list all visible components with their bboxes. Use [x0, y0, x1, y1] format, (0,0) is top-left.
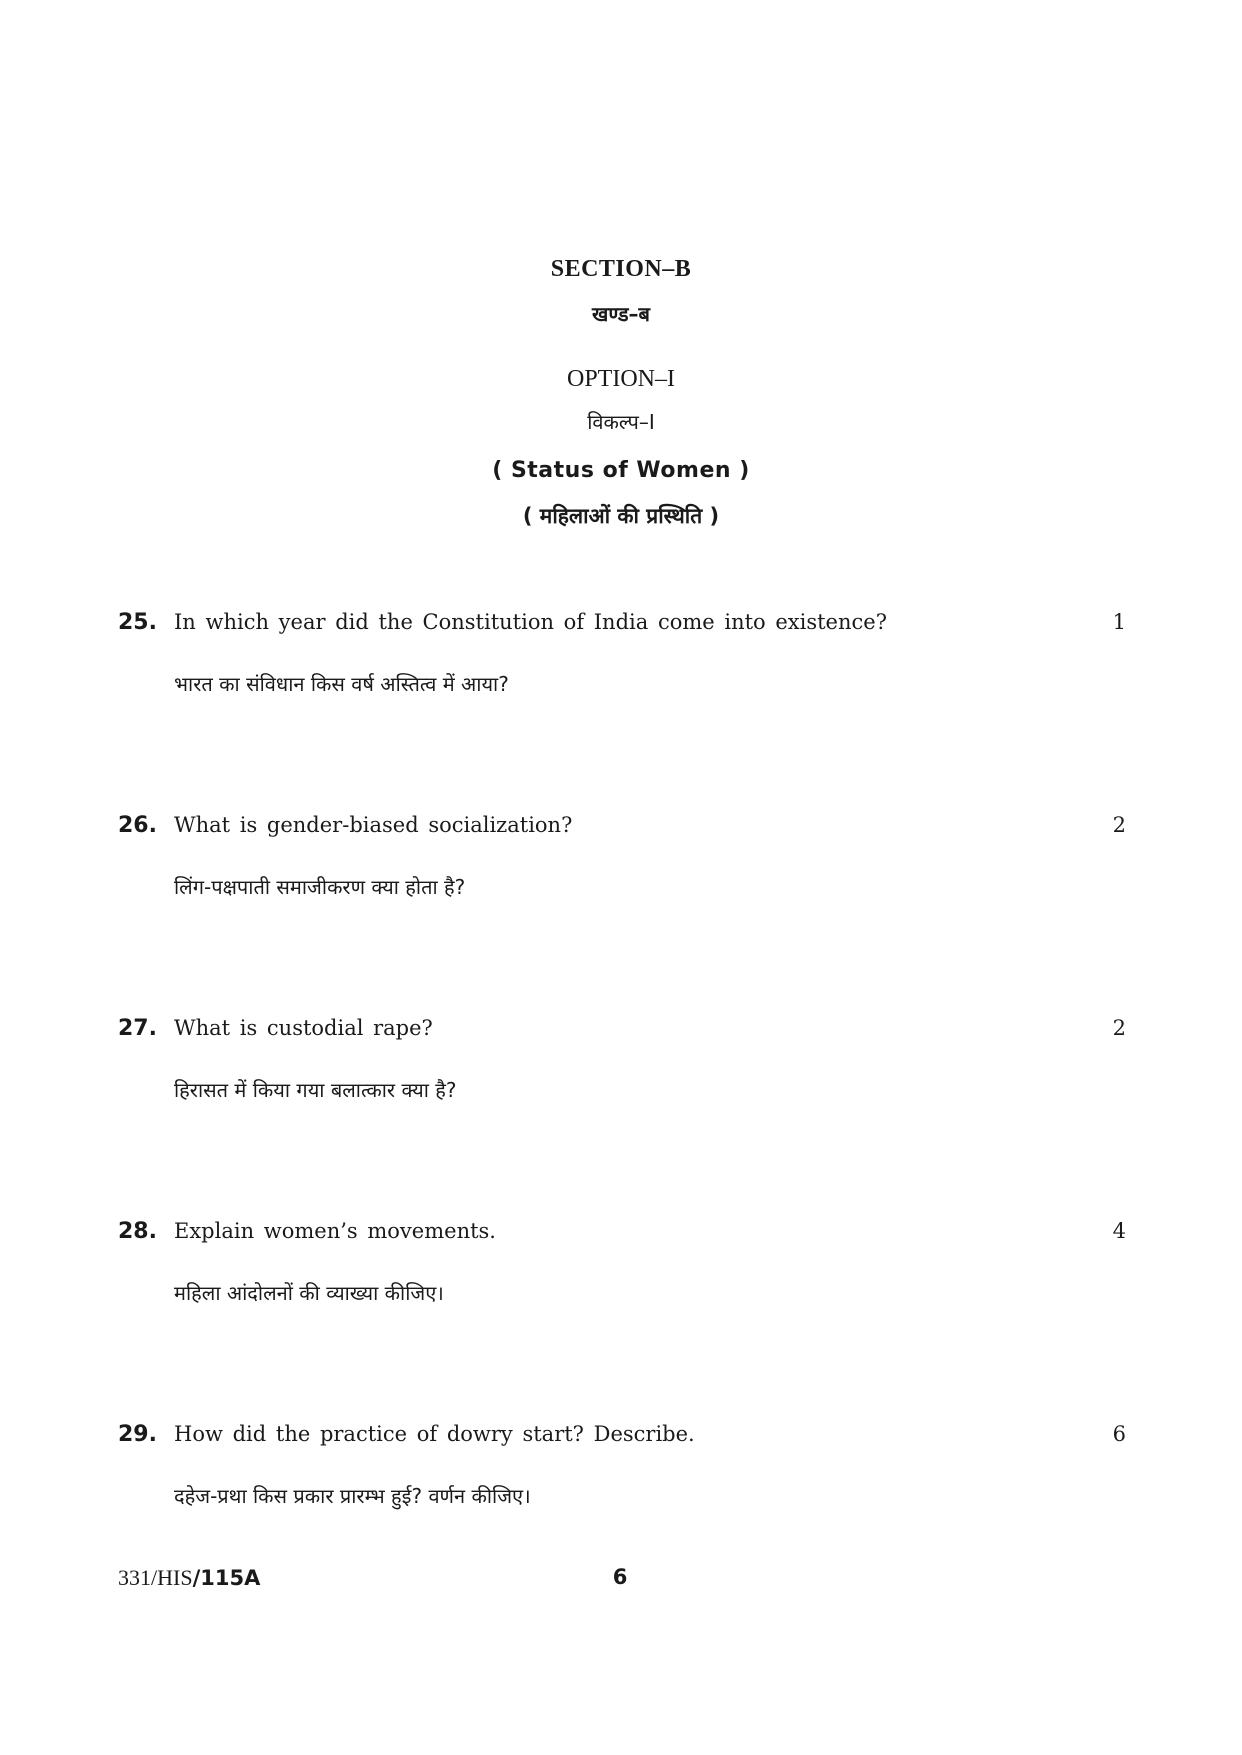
paper-code-prefix: 331/HIS — [118, 1565, 193, 1590]
question-28 — [118, 1219, 1126, 1305]
question-row — [118, 813, 1126, 847]
question-text-hindi: हिरासत में किया गया बलात्कार क्या है? — [174, 1078, 457, 1102]
question-27 — [118, 1016, 1126, 1102]
paper-code-suffix: /115A — [192, 1566, 261, 1590]
question-number: 28. — [118, 1219, 157, 1244]
question-marks: 6 — [1112, 1422, 1126, 1446]
question-number: 25. — [118, 610, 157, 635]
question-text-hindi: दहेज-प्रथा किस प्रकार प्रारम्भ हुई? वर्णन कीजिए। — [174, 1484, 531, 1508]
option-title: OPTION–I — [567, 366, 675, 392]
topic-title: ( Status of Women ) — [492, 458, 750, 483]
question-number: 29. — [118, 1422, 157, 1447]
question-text: In which year did the Constitution of India come into existence? — [174, 610, 887, 634]
question-text: How did the practice of dowry start? Describe. — [174, 1422, 695, 1446]
page-number: 6 — [612, 1565, 628, 1589]
question-text-hindi: लिंग-पक्षपाती समाजीकरण क्या होता है? — [174, 875, 466, 899]
question-26 — [118, 813, 1126, 899]
topic-title-hindi: ( महिलाओं की प्रस्थिति ) — [522, 504, 720, 528]
question-marks: 2 — [1112, 1016, 1126, 1040]
question-25 — [118, 610, 1126, 696]
section-title-hindi: खण्ड–ब — [592, 302, 650, 326]
question-text: What is gender-biased socialization? — [174, 813, 573, 837]
question-text-hindi: भारत का संविधान किस वर्ष अस्तित्व में आया? — [174, 672, 509, 696]
question-text-hindi: महिला आंदोलनों की व्याख्या कीजिए। — [174, 1281, 444, 1305]
question-marks: 1 — [1112, 610, 1126, 634]
question-marks: 2 — [1112, 813, 1126, 837]
question-number: 27. — [118, 1016, 157, 1041]
question-row — [118, 1219, 1126, 1253]
question-marks: 4 — [1112, 1219, 1126, 1243]
question-number: 26. — [118, 813, 157, 838]
question-row — [118, 1422, 1126, 1456]
question-29 — [118, 1422, 1126, 1508]
paper-code — [118, 1565, 260, 1591]
option-title-hindi: विकल्प–I — [587, 410, 655, 434]
question-row — [118, 1016, 1126, 1050]
question-text: Explain women’s movements. — [174, 1219, 496, 1243]
question-row — [118, 610, 1126, 644]
section-title: SECTION–B — [550, 256, 692, 282]
question-text: What is custodial rape? — [174, 1016, 433, 1040]
